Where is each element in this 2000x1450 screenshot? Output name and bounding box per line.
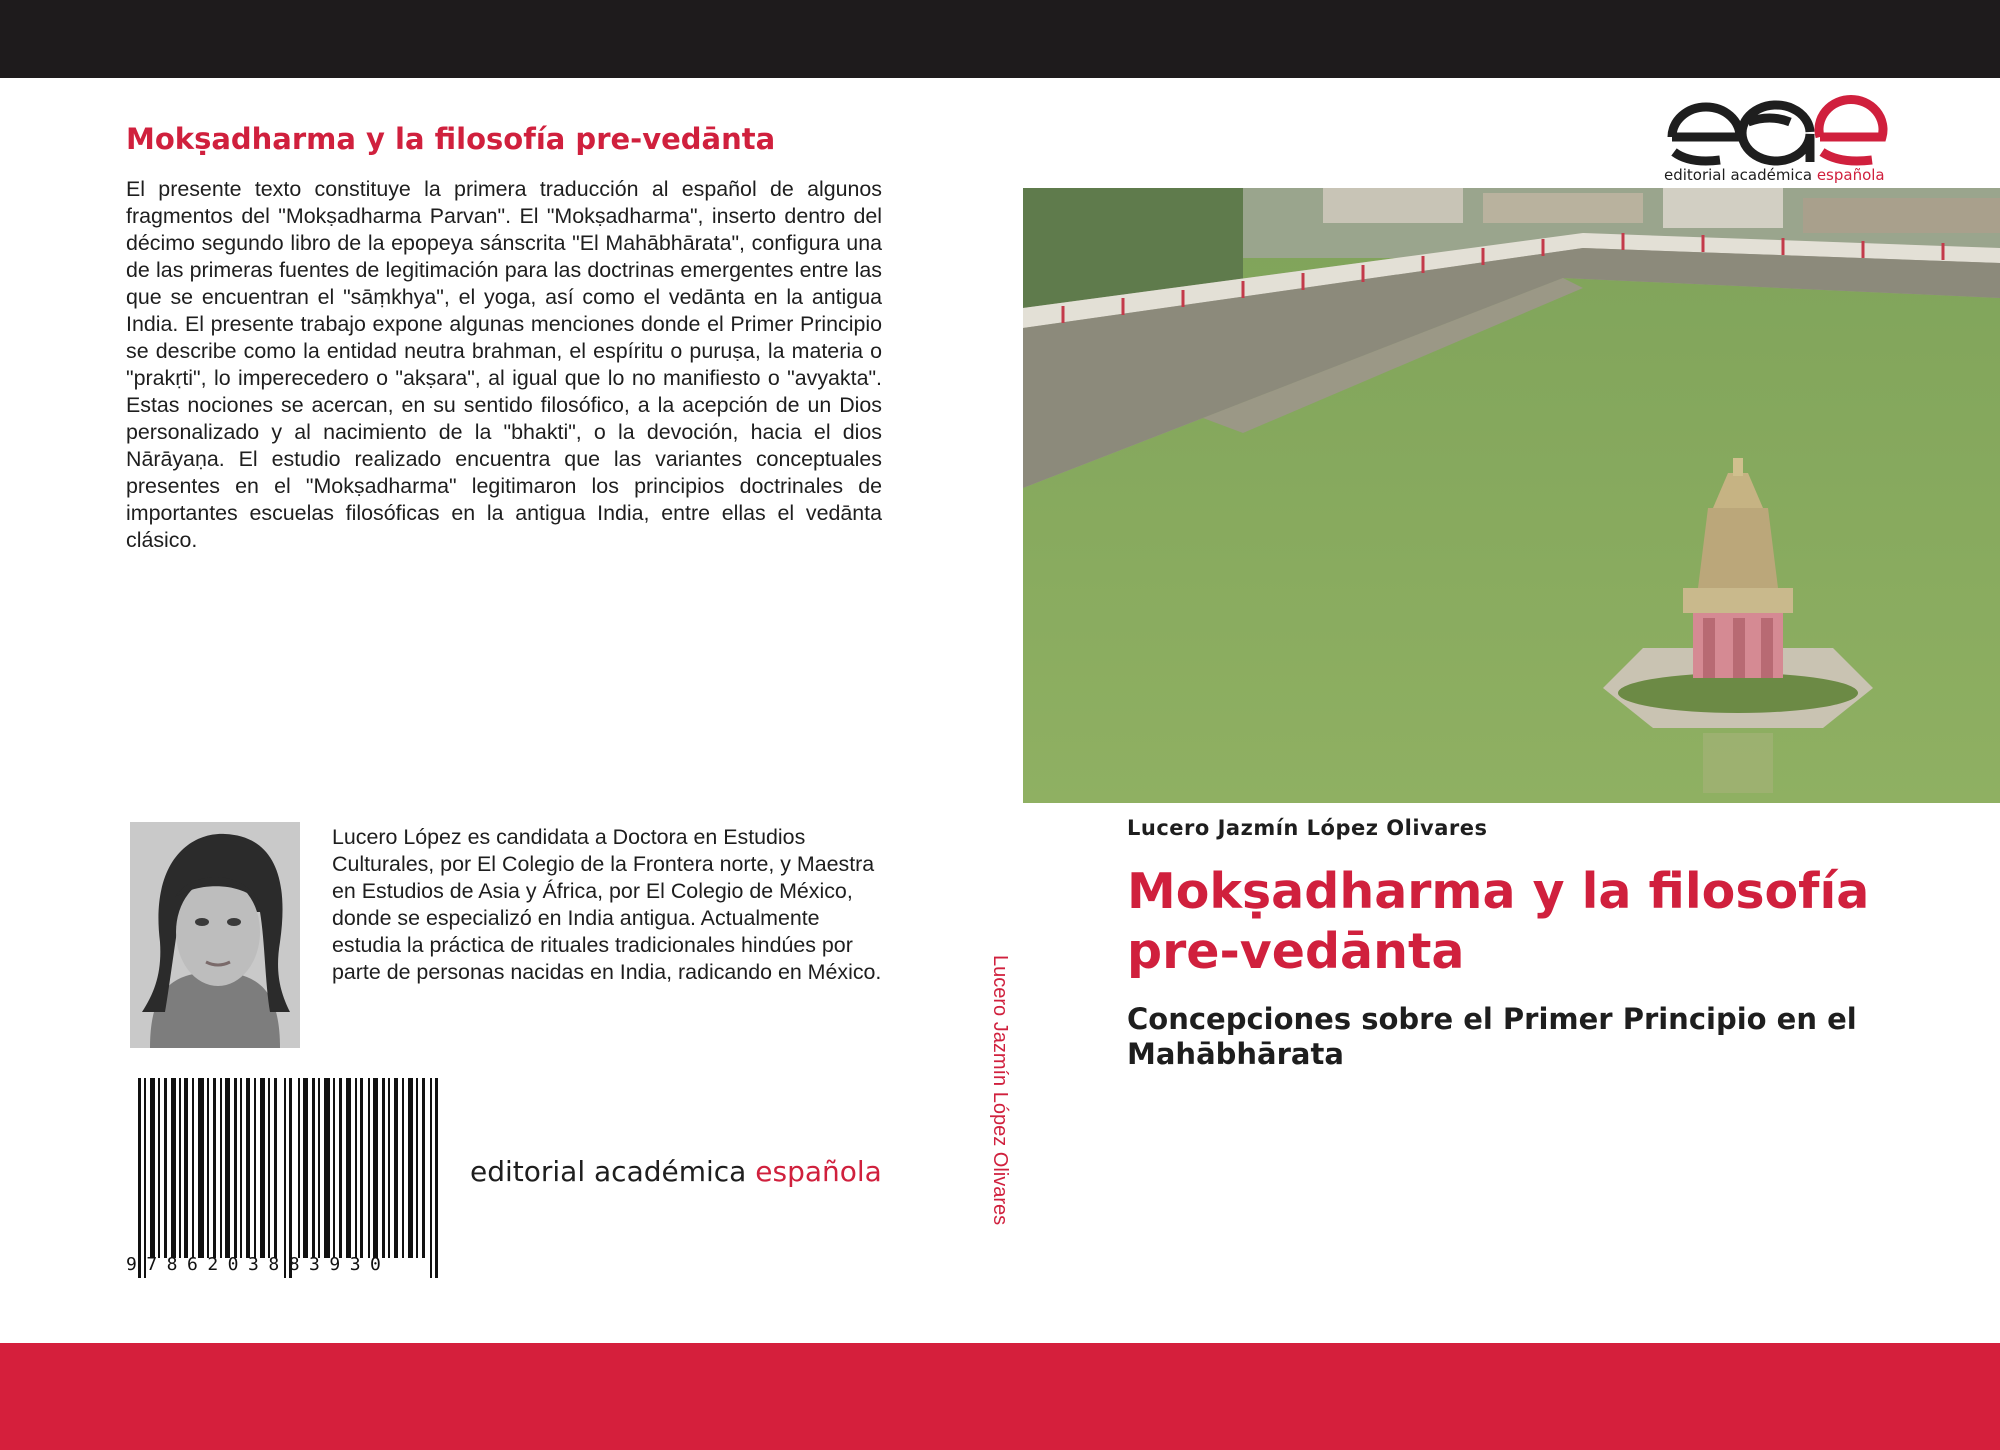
front-cover-title: Mokṣadharma y la filosofía pre-vedānta — [1127, 863, 1870, 980]
spine-author: Lucero Jazmín López Olivares — [989, 955, 1011, 1226]
cover-photo-temple-pond — [1023, 188, 2000, 803]
author-photo — [130, 822, 300, 1048]
front-cover-subtitle: Concepciones sobre el Primer Principio en el Mahābhārata — [1127, 1002, 1857, 1071]
logo-caption-accent: española — [1816, 166, 1885, 184]
isbn-number: 9786203883930 — [126, 1254, 391, 1275]
back-cover-summary: El presente texto constituye la primera traducción al español de algunos fragmentos del "Mokṣadharma Parvan". El "Mokṣadharma", inserto dentro del décimo segundo libro de la epopeya sánscrita "El Mahābhārata", configura una de las primeras fuentes de legitimación para las doctrinas emergentes entre las que se encuentran el "sāṃkhya", el yoga, así como el vedānta en la antigua India. El presente trabajo expone algunas menciones donde el Primer Principio se describe como la entidad neutra brahman, el espíritu o puruṣa, la materia o "prakṛti", lo imperecedero o "akṣara", al igual que lo no manifiesto o "avyakta". Estas nociones se acercan, en su sentido filosófico, a la acepción de un Dios personalizado y al nacimiento de la "bhakti", o la devoción, hacia el dios Nārāyaṇa. El estudio realizado encuentra que las variantes conceptuales presentes en el "Mokṣadharma" legitimaron los principios doctrinales de importantes escuelas filosóficas en la antigua India, entre ellas el vedānta clásico. — [126, 177, 882, 552]
bottom-band — [0, 1343, 2000, 1450]
logo-caption — [1664, 166, 1885, 184]
front-cover-author: Lucero Jazmín López Olivares — [1127, 816, 1488, 840]
back-cover-title: Mokṣadharma y la filosofía pre-vedānta — [126, 122, 776, 156]
logo-caption-main: editorial académica — [1664, 166, 1817, 184]
back-publisher-name — [470, 1155, 882, 1188]
author-bio: Lucero López es candidata a Doctora en Estudios Culturales, por El Colegio de la Frontera norte, y Maestra en Estudios de Asia y África, por El Colegio de México, donde se especializó en India antigua. Actualmente estudia la práctica de rituales tradicionales hindúes por parte de personas nacidas en India, radicando en México. — [332, 825, 882, 984]
back-publisher-main: editorial académica — [470, 1155, 756, 1188]
barcode — [126, 1078, 456, 1278]
back-publisher-accent: española — [755, 1155, 882, 1188]
top-band — [0, 0, 2000, 78]
